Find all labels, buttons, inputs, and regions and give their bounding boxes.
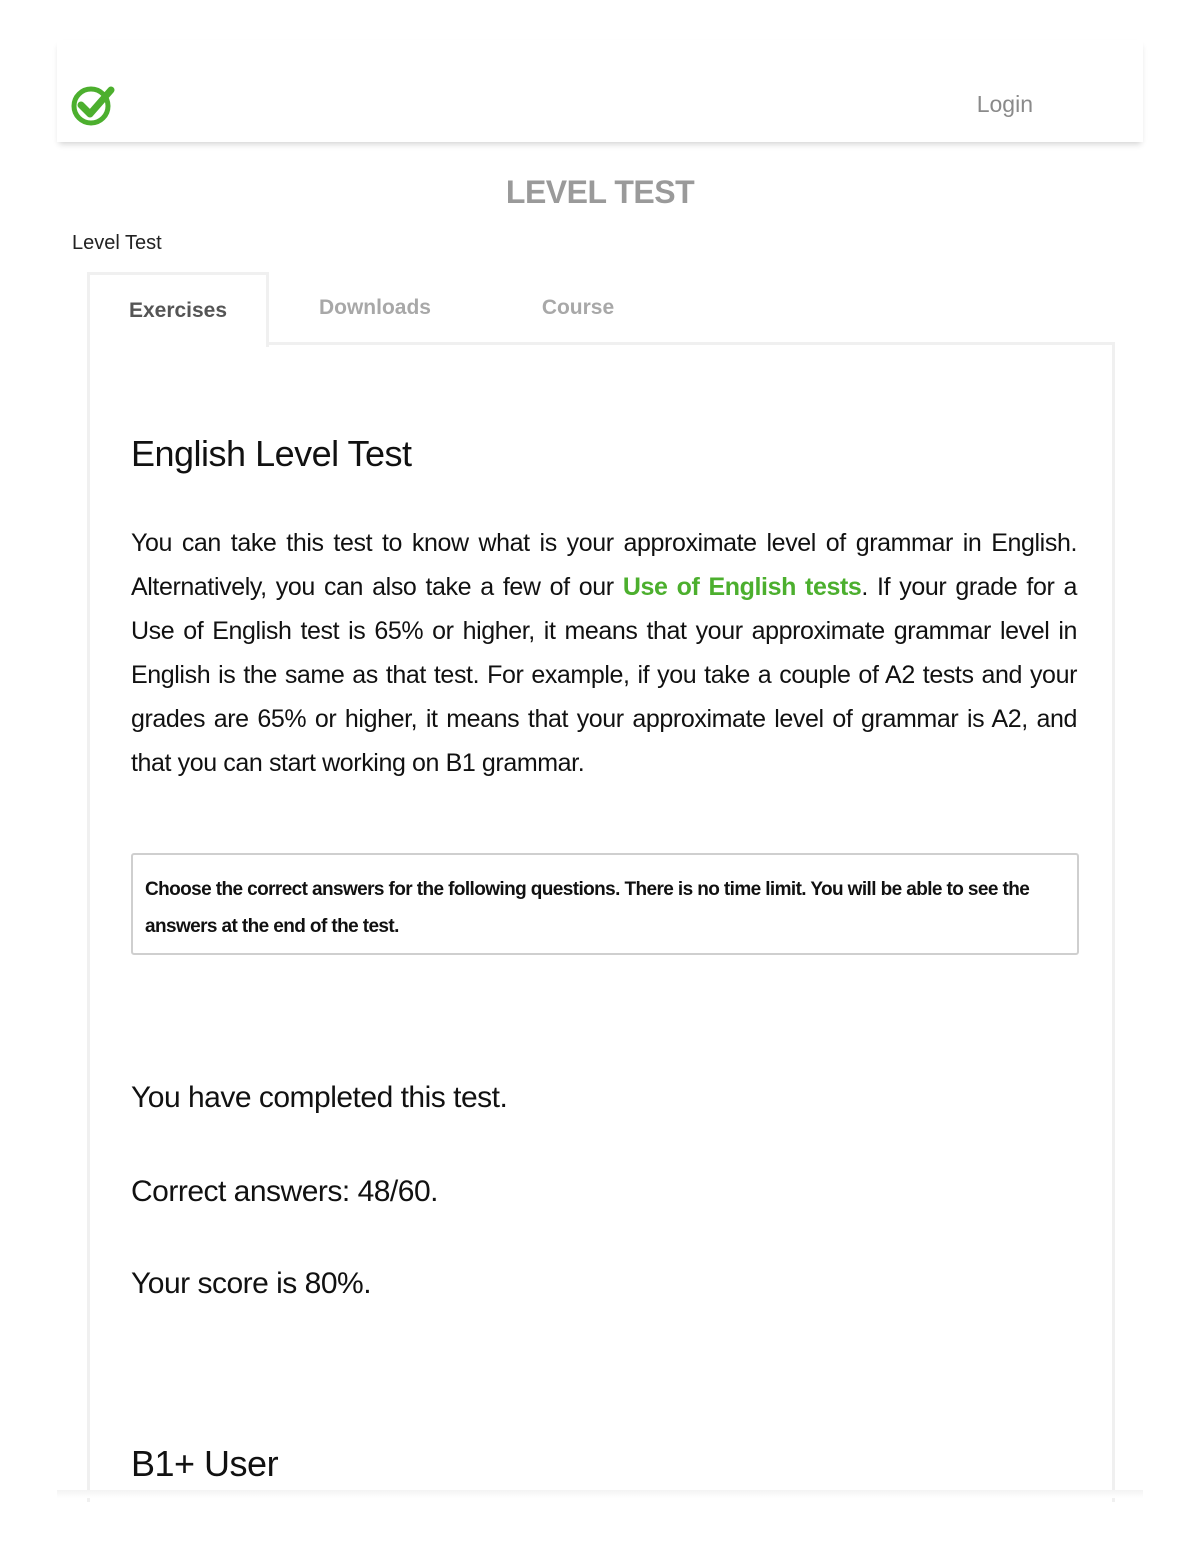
score-text: Your score is 80%. [131, 1267, 372, 1300]
bottom-divider [57, 1490, 1143, 1498]
completed-message: You have completed this test. [131, 1081, 508, 1114]
tab-downloads[interactable]: Downloads [318, 296, 431, 319]
tab-content-panel [87, 342, 1115, 1502]
level-result: B1+ User [131, 1443, 279, 1484]
correct-answers: Correct answers: 48/60. [131, 1175, 438, 1208]
login-link[interactable]: Login [976, 91, 1033, 117]
intro-paragraph [131, 521, 1077, 785]
test-heading: English Level Test [131, 433, 412, 474]
intro-text-2: . If your grade for a Use of English test is 65% or higher, it means that your approximate grammar level in English is the same as that test. For example, if you take a couple of A2 tests and your grades are 65% or higher, it means that your approximate level of grammar is A2, and that you can start working on B1 grammar. [131, 573, 1077, 777]
tab-bar [87, 272, 1115, 344]
tab-exercises[interactable]: Exercises [87, 272, 269, 347]
navbar [57, 40, 1143, 142]
page-title: LEVEL TEST [505, 174, 695, 210]
tab-course[interactable]: Course [541, 296, 615, 319]
check-circle-icon[interactable] [69, 82, 115, 128]
instructions-box: Choose the correct answers for the following questions. There is no time limit. You will be able to see the answers at the end of the test. [131, 853, 1079, 955]
breadcrumb[interactable]: Level Test [72, 232, 162, 254]
intro-text-1: You can take this test to know what is your approximate level of grammar in English. Alternatively, you can also take a few of our [131, 529, 1077, 601]
use-of-english-link[interactable]: Use of English tests [622, 573, 862, 601]
page-container [57, 0, 1143, 1496]
